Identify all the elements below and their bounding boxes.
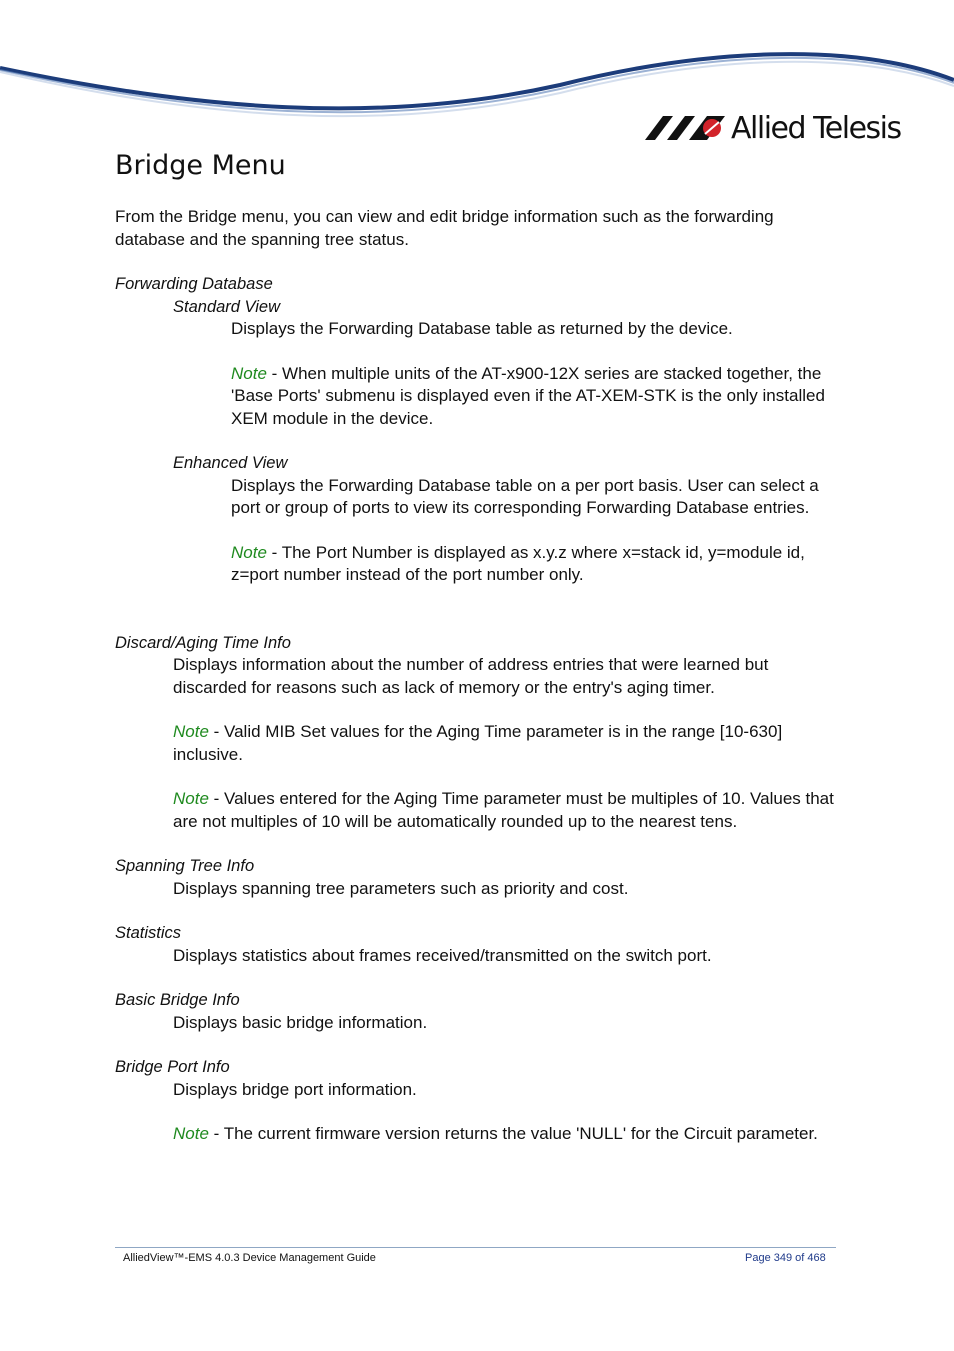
note-text: - When multiple units of the AT-x900-12X series are stacked together, the 'Base Ports' submenu is displayed even if the AT-XEM-STK is the only installed XEM module in the device. [231, 363, 825, 428]
note-label: Note [173, 722, 209, 741]
footer-rule [115, 1247, 836, 1248]
note-text: - Values entered for the Aging Time parameter must be multiples of 10. Values that are not multiples of 10 will be automatically rounded up to the nearest tens. [173, 789, 834, 831]
note-label: Note [173, 789, 209, 808]
standard-view-description: Displays the Forwarding Database table as returned by the device. [231, 319, 733, 338]
enhanced-view-note [115, 542, 835, 587]
subsection-heading-enhanced-view: Enhanced View [173, 454, 288, 472]
statistics-description: Displays statistics about frames received/transmitted on the switch port. [173, 945, 712, 965]
section-heading-spanning-tree: Spanning Tree Info [115, 857, 255, 875]
section-heading-discard-aging: Discard/Aging Time Info [115, 633, 291, 652]
section-heading-forwarding-database: Forwarding Database [115, 275, 273, 293]
section-heading-statistics: Statistics [115, 924, 182, 942]
note-label: Note [231, 363, 267, 383]
bridge-port-info-note [115, 1123, 835, 1146]
note-text: - The Port Number is displayed as x.y.z where x=stack id, y=module id, z=port number instead of the port number only. [231, 542, 805, 584]
document-body [115, 206, 835, 1146]
discard-aging-note-1 [115, 721, 835, 766]
logo-wordmark: Allied Telesis [731, 110, 901, 146]
note-text: - Valid MIB Set values for the Aging Time parameter is in the range [10-630] inclusive. [173, 722, 783, 764]
standard-view-note [115, 363, 835, 431]
note-label: Note [231, 542, 267, 562]
bridge-port-info-description: Displays bridge port information. [173, 1079, 417, 1099]
page-title: Bridge Menu [115, 150, 286, 181]
enhanced-view-description: Displays the Forwarding Database table on a per port basis. User can select a port or group of ports to view its corresponding Forwarding Database entries. [231, 475, 819, 517]
discard-aging-description: Displays information about the number of address entries that were learned but discarded for reasons such as lack of memory or the entry's aging timer. [173, 655, 769, 697]
footer-page-number: Page 349 of 468 [745, 1252, 826, 1264]
spanning-tree-description: Displays spanning tree parameters such as priority and cost. [173, 878, 629, 898]
allied-telesis-logo-mark-icon [645, 114, 725, 142]
section-heading-bridge-port-info: Bridge Port Info [115, 1058, 230, 1076]
basic-bridge-info-description: Displays basic bridge information. [173, 1012, 428, 1032]
note-text: - The current firmware version returns the value 'NULL' for the Circuit parameter. [208, 1124, 818, 1143]
note-label: Note [173, 1124, 209, 1143]
footer-document-title: AlliedView™-EMS 4.0.3 Device Management Guide [123, 1252, 376, 1264]
intro-paragraph: From the Bridge menu, you can view and edit bridge information such as the forwarding database and the spanning tree status. [115, 207, 774, 249]
section-heading-basic-bridge-info: Basic Bridge Info [115, 991, 240, 1009]
subsection-heading-standard-view: Standard View [173, 297, 281, 316]
discard-aging-note-2 [115, 788, 835, 833]
allied-telesis-logo [645, 110, 901, 146]
